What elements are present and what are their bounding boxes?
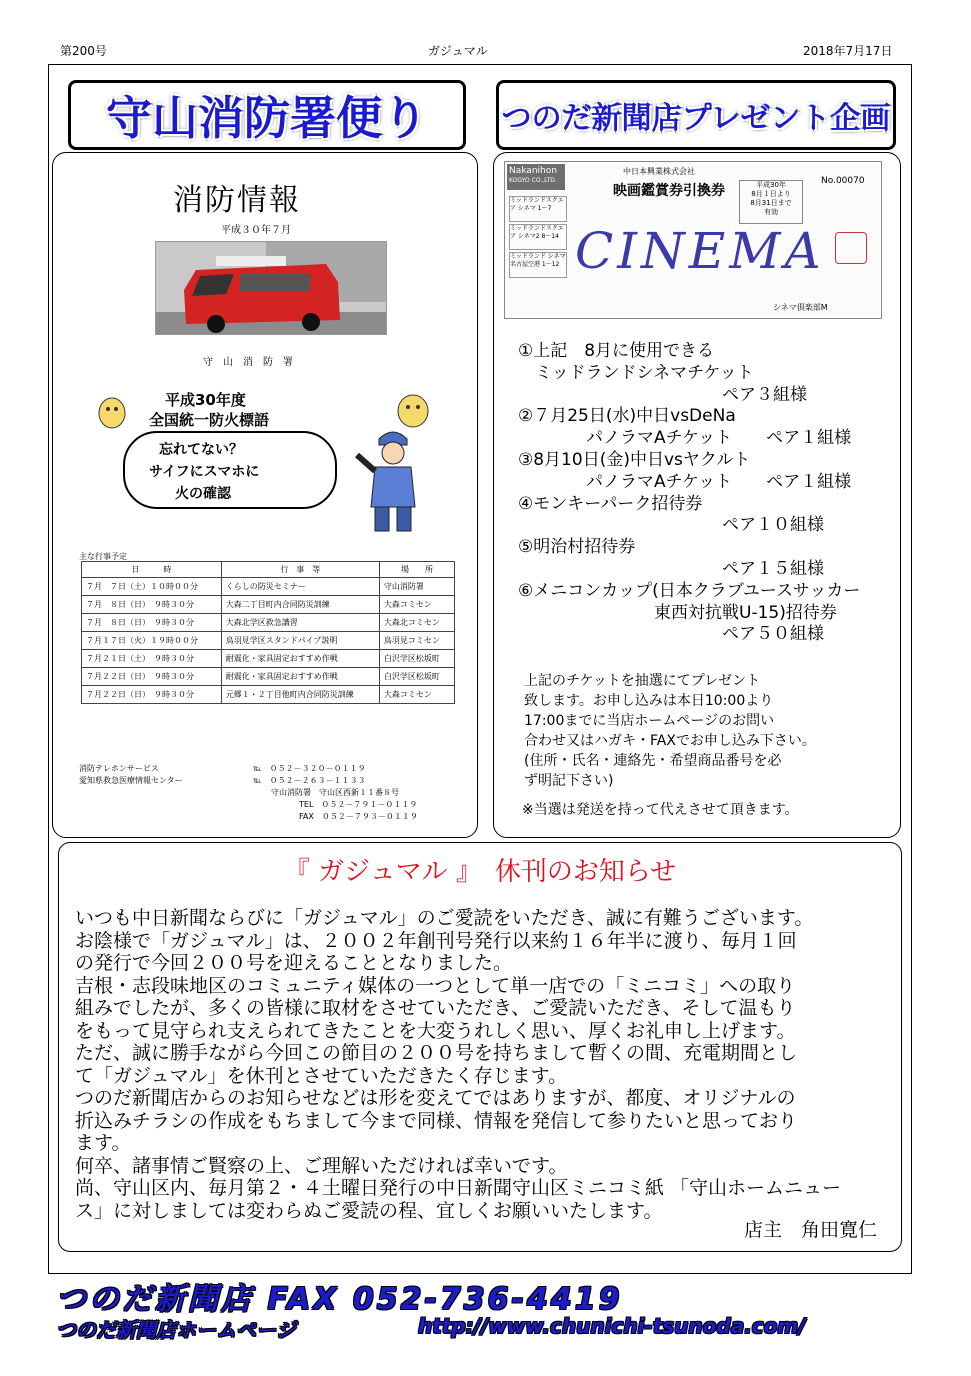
list-item: ⑤明治村招待券: [518, 537, 636, 558]
theater-2: ミッドランドスクエア シネマ2 8〜14: [509, 224, 567, 250]
table-cell: ７月２２日（日） ９時３０分: [82, 686, 222, 704]
table-header-row: [82, 562, 455, 578]
contact-value: ℡ ０５２－３２０－０１１９: [253, 764, 366, 773]
slogan-line-3: 火の確認: [175, 486, 231, 502]
list-item: ④モンキーパーク招待券: [518, 493, 703, 514]
list-item: ペア１５組様: [518, 558, 824, 579]
serial-number: No.00070: [821, 176, 865, 186]
ticket-company: 中日本興業株式会社: [623, 167, 695, 176]
prize-list: [518, 341, 860, 646]
notice-title: 『 ガジュマル 』 休刊のお知らせ: [283, 857, 677, 887]
notice-line: ます。: [75, 1132, 131, 1154]
cinema-logo: CINEMA: [575, 222, 825, 280]
notice-line: 尚、守山区内、毎月第２・４土曜日発行の中日新聞守山区ミニコミ紙 「守山ホームニュー: [75, 1177, 842, 1199]
list-item: パノラマAチケット ペア１組様: [518, 428, 852, 449]
footer-fax: つのだ新聞店 FAX 052-736-4419: [56, 1282, 623, 1317]
contact-label: 消防テレホンサービス: [79, 764, 159, 773]
table-row: [82, 668, 455, 686]
table-cell: 大森北コミセン: [379, 614, 454, 632]
list-item: ③8月10日(金)中日vsヤクルト: [518, 449, 751, 470]
firefighter-illustration: [353, 425, 433, 537]
list-item: ペア３組様: [518, 384, 807, 405]
company-logo: [507, 164, 565, 190]
list-item: ②７月25日(水)中日vsDeNa: [518, 406, 736, 427]
table-cell: ７月 ８日（日） ９時３０分: [82, 614, 222, 632]
issue-date: 2018年7月17日: [803, 44, 893, 58]
theater-3: ミッドランド シネマ 名古屋空港 1〜12: [509, 252, 567, 278]
table-cell: 白沢学区松坂町: [379, 650, 454, 668]
flyer-subheading: 平成３０年７月: [221, 225, 291, 236]
notice-line: ス」に対しましては変わらぬご愛読の程、宜しくお願いいたします。: [75, 1199, 663, 1222]
table-cell: ７月 ８日（日） ９時３０分: [82, 596, 222, 614]
ticket-title: 映画鑑賞券引換券: [613, 183, 725, 199]
station-tel: TEL ０５２－７９１－０１１９: [299, 800, 418, 809]
table-cell: 耐震化・家具固定おすすめ作戦: [221, 668, 379, 686]
notice-line: いつも中日新聞ならびに「ガジュマル」のご愛読をいただき、誠に有難うございます。: [75, 907, 814, 929]
list-item: ミッドランドシネマチケット: [518, 362, 754, 383]
validity-label: 有効: [764, 208, 778, 216]
description-line: 合わせ又はハガキ・FAXでお申し込み下さい。: [524, 733, 816, 749]
notice-line: をもって見守られ支えられてきたことを大変うれしく思い、厚くお礼申し上げます。: [75, 1019, 796, 1042]
notice-line: つのだ新聞店からのお知らせなどは形を変えてではありますが、都度、オリジナルの: [75, 1087, 796, 1109]
list-item: ①上記 8月に使用できる: [518, 341, 715, 361]
table-cell: 元郷１・２丁目他町内合同防災訓練: [221, 686, 379, 704]
company-name: Nakanihon: [509, 166, 557, 176]
list-item: ペア５０組様: [518, 624, 824, 645]
notice-line: 折込みチラシの作成をもちまして今まで同様、情報を発信して参りたいと思っており: [75, 1109, 798, 1132]
list-item: ⑥メニコンカップ(日本クラブユースサッカー: [518, 580, 861, 601]
fire-truck-photo: [155, 241, 387, 335]
table-cell: 白沢学区松坂町: [379, 668, 454, 686]
fire-section-title: 守山消防署便り: [68, 80, 466, 150]
table-row: [82, 686, 455, 704]
flyer-heading: 消防情報: [173, 183, 301, 218]
mascot-left-icon: [95, 391, 129, 431]
slogan-bubble: [123, 431, 337, 509]
station-address: 守山消防署 守山区西新１１番８号: [271, 788, 399, 797]
slogan-title: 平成30年度: [165, 391, 246, 409]
table-cell: ７月２２日（日） ９時３０分: [82, 668, 222, 686]
table-row: [82, 614, 455, 632]
notice-line: 組みでしたが、多くの皆様に取材をさせていただき、ご愛読いただき、そして温もり: [75, 997, 796, 1019]
table-cell: 鳥羽見コミセン: [379, 632, 454, 650]
company-subname: KOGYO CO.,LTD.: [509, 177, 557, 184]
description-line: ず明記下さい): [524, 773, 614, 789]
table-cell: くらしの防災セミナー: [221, 578, 379, 596]
description-line: 上記のチケットを抽選にてプレゼント: [524, 673, 761, 689]
table-row: [82, 596, 455, 614]
column-header: 行 事 等: [221, 562, 379, 578]
slogan-line-2: サイフにスマホに: [149, 464, 260, 480]
schedule-caption: 主な行事予定: [79, 552, 127, 561]
present-panel: [493, 152, 901, 838]
description-line: (住所・氏名・連絡先・希望商品番号を必: [524, 753, 782, 769]
list-item: 東西対抗戦U-15)招待券: [518, 602, 837, 623]
table-row: [82, 650, 455, 668]
station-fax: FAX ０５２－７９３－０１１９: [299, 812, 418, 821]
notice-line: の発行で今回２００号を迎えることとなりました。: [75, 952, 513, 974]
table-cell: 守山消防署: [379, 578, 454, 596]
notice-line: ただ、誠に勝手ながら今回この節目の２００号を持ちまして暫くの間、充電期間とし: [75, 1042, 798, 1064]
description-line: 17:00までに当店ホームページのお問い: [524, 713, 775, 729]
table-cell: 大森コミセン: [379, 596, 454, 614]
notice-line: 吉根・志段味地区のコミュニティ媒体の一つとして単一店での「ミニコミ」への取り: [75, 974, 796, 997]
seal-stamp: [835, 232, 867, 264]
validity-start: 8月１日より: [751, 190, 791, 198]
shipping-note: ※当選は発送を持って代えさせて頂きます。: [522, 802, 799, 818]
column-header: 日 時: [82, 562, 222, 578]
contact-value: ℡ ０５２－２６３－１１３３: [253, 776, 366, 785]
cinema-ticket-image: [504, 161, 882, 319]
slogan-subtitle: 全国統一防火標語: [149, 411, 270, 429]
list-item: パノラマAチケット ペア１組様: [518, 471, 852, 492]
table-cell: ７月２１日（土） ９時３０分: [82, 650, 222, 668]
application-description: [524, 671, 816, 791]
closure-notice-panel: [58, 842, 902, 1252]
validity-box: [739, 180, 803, 224]
table-cell: 耐震化・家具固定おすすめ作戦: [221, 650, 379, 668]
list-item: ペア１０組様: [518, 515, 824, 536]
issue-number: 第200号: [60, 44, 107, 58]
notice-line: て「ガジュマル」を休刊とさせていただきたく存じます。: [75, 1064, 568, 1087]
theater-1: ミッドランドスクエア シネマ 1〜7: [509, 196, 567, 222]
fire-info-panel: [52, 152, 478, 838]
footer-homepage-label: つのだ新聞店ホームページ: [56, 1318, 296, 1342]
column-header: 場 所: [379, 562, 454, 578]
validity-year: 平成30年: [756, 181, 786, 189]
table-cell: 大森コミセン: [379, 686, 454, 704]
newsletter-name: ガジュマル: [428, 44, 488, 58]
present-section-title: つのだ新聞店プレゼント企画: [496, 80, 896, 150]
notice-line: お陰様で「ガジュマル」は、２００２年創刊号発行以来約１６年半に渡り、毎月１回: [75, 929, 797, 952]
table-cell: ７月１７日（火）１９時００分: [82, 632, 222, 650]
validity-end: 8月31日まで: [750, 199, 792, 207]
table-row: [82, 578, 455, 596]
table-row: [82, 632, 455, 650]
table-cell: ７月 ７日（土）１０時００分: [82, 578, 222, 596]
notice-body: [75, 907, 841, 1222]
schedule-table: [81, 561, 455, 704]
table-cell: 大森二丁目町内合同防災訓練: [221, 596, 379, 614]
contact-label: 愛知県救急医療情報センター: [79, 776, 183, 785]
table-cell: 鳥羽見学区スタンドパイプ説明: [221, 632, 379, 650]
club-name: シネマ倶楽部M: [773, 303, 828, 312]
description-line: 致します。お申し込みは本日10:00より: [524, 693, 774, 709]
footer-homepage-link[interactable]: http://www.chunichi-tsunoda.com/: [418, 1314, 806, 1338]
notice-line: 何卒、諸事情ご賢察の上、ご理解いただければ幸いです。: [75, 1154, 568, 1177]
slogan-line-1: 忘れてない？: [159, 442, 243, 458]
station-name: 守 山 消 防 署: [203, 357, 293, 368]
table-cell: 大森北学区救急講習: [221, 614, 379, 632]
notice-signature: 店主 角田寛仁: [743, 1219, 877, 1241]
